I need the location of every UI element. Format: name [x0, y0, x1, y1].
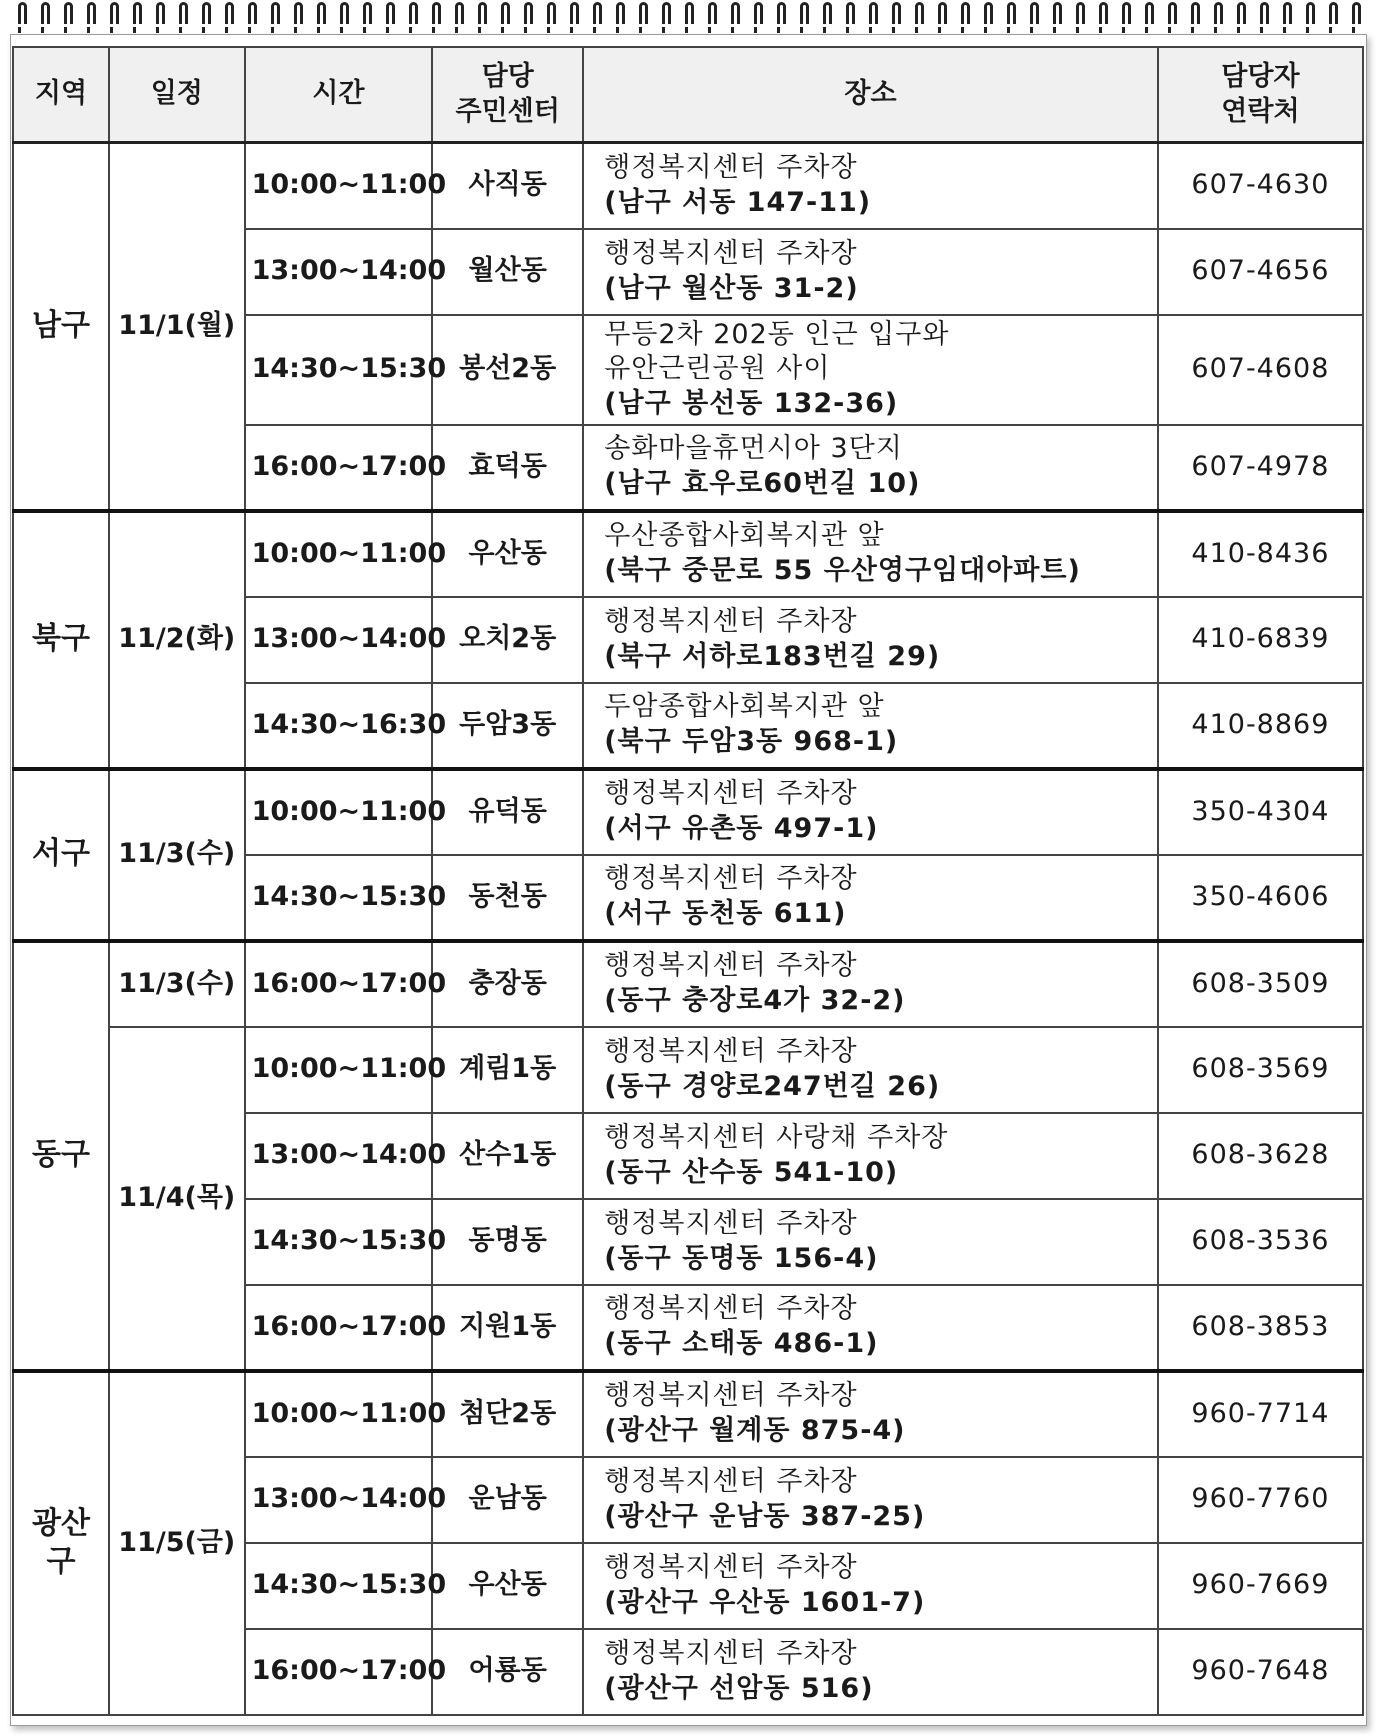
binding-ring [869, 2, 878, 24]
time-cell: 14:30~16:30 [245, 683, 433, 769]
place-address: (동구 동명동 156-4) [604, 1242, 879, 1274]
time-cell: 13:00~14:00 [245, 1457, 433, 1543]
binding-ring [41, 2, 50, 24]
place-cell [583, 1199, 1158, 1285]
binding-ring [1329, 2, 1338, 24]
binding-ring [179, 2, 188, 24]
binding-ring [248, 2, 257, 24]
binding-ring [271, 2, 280, 24]
table-row [13, 143, 1363, 229]
phone-cell: 607-4630 [1158, 143, 1363, 229]
place-cell [583, 511, 1158, 597]
binding-ring [639, 2, 648, 24]
place-cell [583, 769, 1158, 855]
table-row [13, 1027, 1363, 1113]
binding-ring [1352, 2, 1361, 24]
region-cell: 북구 [13, 511, 109, 769]
place-address: (동구 산수동 541-10) [604, 1156, 899, 1188]
time-cell: 14:30~15:30 [245, 855, 433, 941]
binding-ring [1145, 2, 1154, 24]
place-cell [583, 1027, 1158, 1113]
binding-ring [823, 2, 832, 24]
binding-ring [386, 2, 395, 24]
place-name: 행정복지센터 주차장 [604, 1380, 858, 1412]
time-cell: 14:30~15:30 [245, 315, 433, 425]
place-name: 행정복지센터 주차장 [604, 605, 858, 637]
header-place: 장소 [583, 47, 1158, 143]
spiral-binding [0, 0, 1379, 34]
place-address: (북구 서하로183번길 29) [604, 640, 941, 672]
place-name: 행정복지센터 주차장 [604, 152, 858, 184]
binding-ring [202, 2, 211, 24]
binding-ring [1214, 2, 1223, 24]
binding-ring [1007, 2, 1016, 24]
phone-cell: 607-4978 [1158, 425, 1363, 511]
binding-ring [662, 2, 671, 24]
place-cell [583, 941, 1158, 1027]
binding-ring [1260, 2, 1269, 24]
binding-ring [547, 2, 556, 24]
region-cell: 서구 [13, 769, 109, 941]
place-address: (광산구 운남동 387-25) [604, 1500, 926, 1532]
place-cell [583, 855, 1158, 941]
binding-ring [501, 2, 510, 24]
header-row [13, 47, 1363, 143]
center-cell: 충장동 [432, 941, 583, 1027]
center-cell: 우산동 [432, 511, 583, 597]
place-name: 송화마을휴먼시아 3단지 [604, 433, 903, 465]
place-address: (서구 동천동 611) [604, 898, 847, 929]
region-cell: 남구 [13, 143, 109, 511]
binding-ring [708, 2, 717, 24]
place-address: (남구 효우로60번길 10) [604, 468, 921, 499]
binding-ring [156, 2, 165, 24]
binding-ring [524, 2, 533, 24]
binding-ring [294, 2, 303, 24]
region-cell: 광산 구 [13, 1371, 109, 1715]
binding-ring [1030, 2, 1039, 24]
binding-ring [1053, 2, 1062, 24]
center-cell: 첨단2동 [432, 1371, 583, 1457]
binding-ring [915, 2, 924, 24]
time-cell: 13:00~14:00 [245, 597, 433, 683]
place-name: 행정복지센터 주차장 [604, 1551, 858, 1583]
time-cell: 10:00~11:00 [245, 769, 433, 855]
binding-ring [938, 2, 947, 24]
place-address: (광산구 우산동 1601-7) [604, 1586, 926, 1618]
place-address: (북구 두암3동 968-1) [604, 726, 899, 757]
date-cell: 11/3(수) [109, 769, 245, 941]
phone-cell: 608-3853 [1158, 1285, 1363, 1371]
time-cell: 10:00~11:00 [245, 1371, 433, 1457]
place-address: (남구 월산동 31-2) [604, 272, 859, 304]
time-cell: 16:00~17:00 [245, 425, 433, 511]
place-cell [583, 143, 1158, 229]
place-address: (동구 경양로247번길 26) [604, 1070, 941, 1102]
binding-ring [1168, 2, 1177, 24]
place-cell [583, 597, 1158, 683]
time-cell: 10:00~11:00 [245, 1027, 433, 1113]
binding-ring [777, 2, 786, 24]
place-cell [583, 683, 1158, 769]
place-cell [583, 1113, 1158, 1199]
time-cell: 16:00~17:00 [245, 1629, 433, 1715]
center-cell: 봉선2동 [432, 315, 583, 425]
place-cell [583, 1629, 1158, 1715]
place-cell [583, 1371, 1158, 1457]
binding-ring [225, 2, 234, 24]
binding-ring [846, 2, 855, 24]
binding-ring [432, 2, 441, 24]
binding-ring [87, 2, 96, 24]
place-name: 행정복지센터 주차장 [604, 1035, 858, 1067]
center-cell: 오치2동 [432, 597, 583, 683]
place-address: (동구 소태동 486-1) [604, 1328, 879, 1359]
schedule-table [12, 46, 1364, 1716]
header-region: 지역 [13, 47, 109, 143]
center-cell: 두암3동 [432, 683, 583, 769]
phone-cell: 607-4608 [1158, 315, 1363, 425]
phone-cell: 608-3569 [1158, 1027, 1363, 1113]
date-cell: 11/1(월) [109, 143, 245, 511]
time-cell: 14:30~15:30 [245, 1543, 433, 1629]
phone-cell: 410-8436 [1158, 511, 1363, 597]
date-cell: 11/3(수) [109, 941, 245, 1027]
time-cell: 13:00~14:00 [245, 1113, 433, 1199]
binding-ring [1283, 2, 1292, 24]
binding-ring [455, 2, 464, 24]
center-cell: 계림1동 [432, 1027, 583, 1113]
binding-ring [1191, 2, 1200, 24]
binding-ring [754, 2, 763, 24]
center-cell: 어룡동 [432, 1629, 583, 1715]
binding-ring [18, 2, 27, 24]
region-cell: 동구 [13, 941, 109, 1371]
schedule-body [13, 143, 1363, 1715]
center-cell: 월산동 [432, 229, 583, 315]
binding-ring [984, 2, 993, 24]
binding-ring [685, 2, 694, 24]
binding-ring [409, 2, 418, 24]
place-name: 행정복지센터 사랑채 주차장 [604, 1121, 949, 1153]
binding-ring [340, 2, 349, 24]
date-cell: 11/2(화) [109, 511, 245, 769]
center-cell: 산수1동 [432, 1113, 583, 1199]
place-name: 행정복지센터 주차장 [604, 1637, 858, 1669]
date-cell: 11/5(금) [109, 1371, 245, 1715]
phone-cell: 608-3628 [1158, 1113, 1363, 1199]
table-row [13, 1371, 1363, 1457]
place-name: 행정복지센터 주차장 [604, 1207, 858, 1239]
binding-ring [800, 2, 809, 24]
place-name: 행정복지센터 주차장 [604, 863, 858, 895]
center-cell: 운남동 [432, 1457, 583, 1543]
phone-cell: 410-6839 [1158, 597, 1363, 683]
place-address: (광산구 월계동 875-4) [604, 1415, 906, 1446]
place-name: 행정복지센터 주차장 [604, 950, 858, 982]
binding-ring [961, 2, 970, 24]
place-address: (남구 서동 147-11) [604, 186, 872, 218]
time-cell: 10:00~11:00 [245, 143, 433, 229]
table-row [13, 511, 1363, 597]
place-address: (북구 중문로 55 우산영구임대아파트) [604, 555, 1081, 586]
table-row [13, 769, 1363, 855]
binding-ring [1306, 2, 1315, 24]
place-name: 우산종합사회복지관 앞 [604, 520, 885, 552]
place-address: (서구 유촌동 497-1) [604, 813, 879, 844]
phone-cell: 350-4304 [1158, 769, 1363, 855]
binding-ring [64, 2, 73, 24]
binding-ring [1076, 2, 1085, 24]
place-address: (남구 봉선동 132-36) [604, 387, 899, 419]
place-cell [583, 1285, 1158, 1371]
place-cell [583, 1543, 1158, 1629]
place-name: 두암종합사회복지관 앞 [604, 691, 885, 723]
binding-ring [1237, 2, 1246, 24]
place-cell [583, 315, 1158, 425]
header-contact: 담당자 연락처 [1158, 47, 1363, 143]
center-cell: 유덕동 [432, 769, 583, 855]
phone-cell: 960-7760 [1158, 1457, 1363, 1543]
header-center: 담당 주민센터 [432, 47, 583, 143]
place-cell [583, 1457, 1158, 1543]
place-address: (동구 충장로4가 32-2) [604, 985, 906, 1016]
time-cell: 14:30~15:30 [245, 1199, 433, 1285]
place-name: 행정복지센터 주차장 [604, 1465, 858, 1497]
time-cell: 10:00~11:00 [245, 511, 433, 597]
binding-ring [133, 2, 142, 24]
time-cell: 16:00~17:00 [245, 941, 433, 1027]
place-name: 행정복지센터 주차장 [604, 1293, 858, 1325]
phone-cell: 960-7669 [1158, 1543, 1363, 1629]
table-row [13, 941, 1363, 1027]
place-name: 행정복지센터 주차장 [604, 237, 858, 269]
binding-ring [616, 2, 625, 24]
phone-cell: 960-7648 [1158, 1629, 1363, 1715]
center-cell: 우산동 [432, 1543, 583, 1629]
phone-cell: 350-4606 [1158, 855, 1363, 941]
place-name: 행정복지센터 주차장 [604, 778, 858, 810]
phone-cell: 608-3536 [1158, 1199, 1363, 1285]
binding-ring [1099, 2, 1108, 24]
date-cell: 11/4(목) [109, 1027, 245, 1371]
binding-ring [363, 2, 372, 24]
time-cell: 16:00~17:00 [245, 1285, 433, 1371]
place-name: 무등2차 202동 인근 입구와 유안근린공원 사이 [604, 318, 950, 385]
phone-cell: 960-7714 [1158, 1371, 1363, 1457]
place-cell [583, 229, 1158, 315]
binding-ring [570, 2, 579, 24]
binding-ring [478, 2, 487, 24]
phone-cell: 607-4656 [1158, 229, 1363, 315]
center-cell: 사직동 [432, 143, 583, 229]
center-cell: 효덕동 [432, 425, 583, 511]
place-cell [583, 425, 1158, 511]
header-date: 일정 [109, 47, 245, 143]
phone-cell: 410-8869 [1158, 683, 1363, 769]
binding-ring [892, 2, 901, 24]
binding-ring [317, 2, 326, 24]
binding-ring [593, 2, 602, 24]
binding-ring [110, 2, 119, 24]
time-cell: 13:00~14:00 [245, 229, 433, 315]
binding-ring [1122, 2, 1131, 24]
phone-cell: 608-3509 [1158, 941, 1363, 1027]
center-cell: 동명동 [432, 1199, 583, 1285]
center-cell: 동천동 [432, 855, 583, 941]
center-cell: 지원1동 [432, 1285, 583, 1371]
place-address: (광산구 선암동 516) [604, 1672, 874, 1704]
binding-ring [731, 2, 740, 24]
header-time: 시간 [245, 47, 433, 143]
